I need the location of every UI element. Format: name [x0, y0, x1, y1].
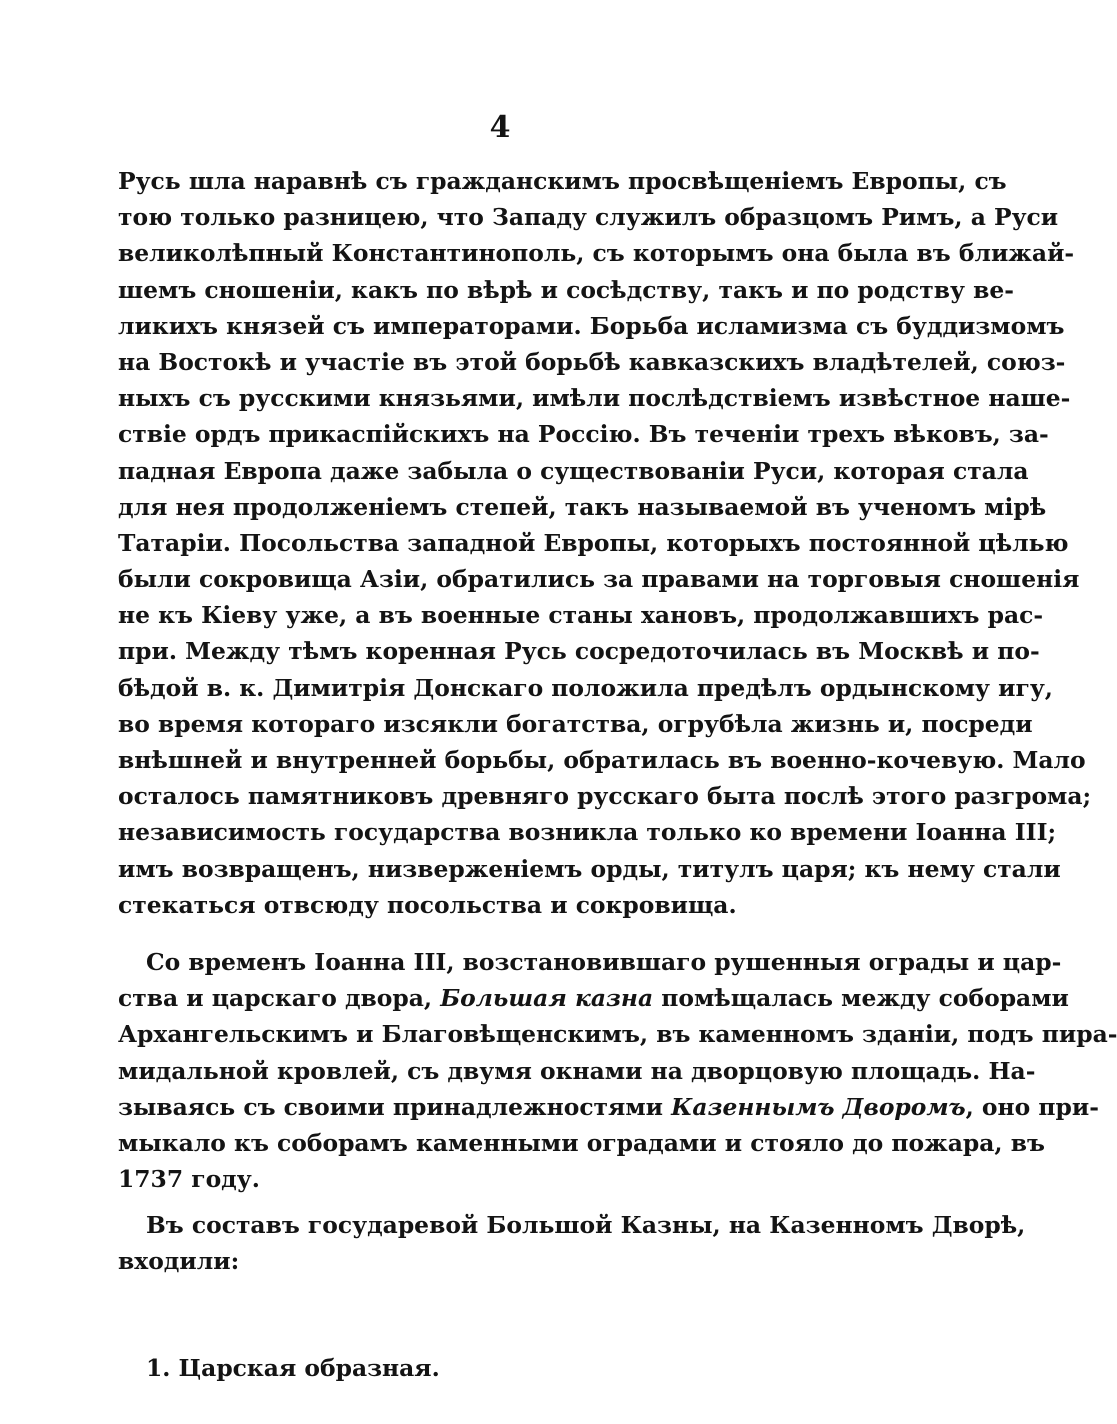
text-run: , оно при- [965, 1092, 1099, 1121]
text-line: при. Между тѣмъ коренная Русь сосредоточилась въ Москвѣ и по- [118, 637, 1040, 666]
page-number: 4 [489, 110, 511, 145]
text-line: мидальной кровлей, съ двумя окнами на дворцовую площадь. На- [118, 1056, 1036, 1085]
text-line: для нея продолженіемъ степей, такъ называемой въ ученомъ мірѣ [118, 492, 1047, 521]
text-line: стекаться отвсюду посольства и сокровища. [118, 890, 737, 919]
text-line: осталось памятниковъ древняго русскаго быта послѣ этого разгрома; [118, 782, 1092, 811]
text-run: зываясь съ своими принадлежностями [118, 1092, 672, 1121]
text-line [118, 980, 1069, 1016]
text-line: бѣдой в. к. Димитрія Донскаго положила предѣлъ ордынскому игу, [118, 673, 1053, 702]
text-line: великолѣпный Константинополь, съ которымъ она была въ ближай- [118, 239, 1075, 268]
text-line: 1737 году. [118, 1165, 260, 1194]
text-line: Архангельскимъ и Благовѣщенскимъ, въ каменномъ зданіи, подъ пира- [118, 1020, 1117, 1049]
text-line: внѣшней и внутренней борьбы, обратилась въ военно-кочевую. Мало [118, 746, 1086, 774]
paragraph-3 [118, 1207, 1026, 1279]
text-run: помѣщалась между соборами [653, 984, 1069, 1013]
emphasis-bolshaya-kazna: Большая казна [440, 984, 654, 1013]
text-line: не къ Кіеву уже, а въ военные станы хановъ, продолжавшихъ рас- [118, 601, 1044, 630]
text-run: Со временъ Іоанна III, возстановившаго рушенныя ограды и цар- [146, 948, 1062, 976]
text-line: на Востокѣ и участіе въ этой борьбѣ кавказскихъ владѣтелей, союз- [118, 347, 1066, 376]
text-line [118, 1089, 1099, 1125]
text-line: имъ возвращенъ, низверженіемъ орды, титулъ царя; къ нему стали [118, 854, 1061, 883]
text-line: шемъ сношеніи, какъ по вѣрѣ и сосѣдству, такъ и по родству ве- [118, 275, 1014, 304]
text-line: ствіе ордъ прикаспійскихъ на Россію. Въ теченіи трехъ вѣковъ, за- [118, 420, 1049, 449]
text-line: были сокровища Азіи, обратились за правами на торговыя сношенія [118, 565, 1080, 594]
text-line: тою только разницею, что Западу служилъ образцомъ Римъ, а Руси [118, 203, 1059, 232]
text-line: независимость государства возникла только ко времени Іоанна III; [118, 818, 1057, 847]
emphasis-kazenny-dvor: Казеннымъ Дворомъ [671, 1092, 966, 1121]
text-line [118, 944, 1062, 980]
text-line: входили: [118, 1247, 240, 1276]
text-line: ликихъ князей съ императорами. Борьба исламизма съ буддизмомъ [118, 311, 1065, 340]
text-run: Въ составъ государевой Большой Казны, на Казенномъ Дворѣ, [146, 1211, 1026, 1239]
paragraph-1 [118, 163, 1092, 923]
text-line: Русь шла наравнѣ съ гражданскимъ просвѣщеніемъ Европы, съ [118, 167, 1007, 195]
text-line: мыкало къ соборамъ каменными оградами и стояло до пожара, въ [118, 1128, 1045, 1157]
paragraph-2 [118, 944, 1117, 1197]
text-line: падная Европа даже забыла о существованіи Руси, которая стала [118, 456, 1029, 485]
text-run: 1. Царская образная. [146, 1354, 440, 1382]
list-item-1 [118, 1350, 882, 1386]
text-line: Татаріи. Посольства западной Европы, которыхъ постоянной цѣлью [118, 528, 1069, 557]
text-line [118, 1207, 1026, 1243]
text-line: во время котораго изсякли богатства, огрубѣла жизнь и, посреди [118, 709, 1033, 738]
text-run: ства и царскаго двора, [118, 984, 441, 1013]
text-line [118, 1350, 882, 1386]
text-line: ныхъ съ русскими князьями, имѣли послѣдствіемъ извѣстное наше- [118, 384, 1071, 413]
